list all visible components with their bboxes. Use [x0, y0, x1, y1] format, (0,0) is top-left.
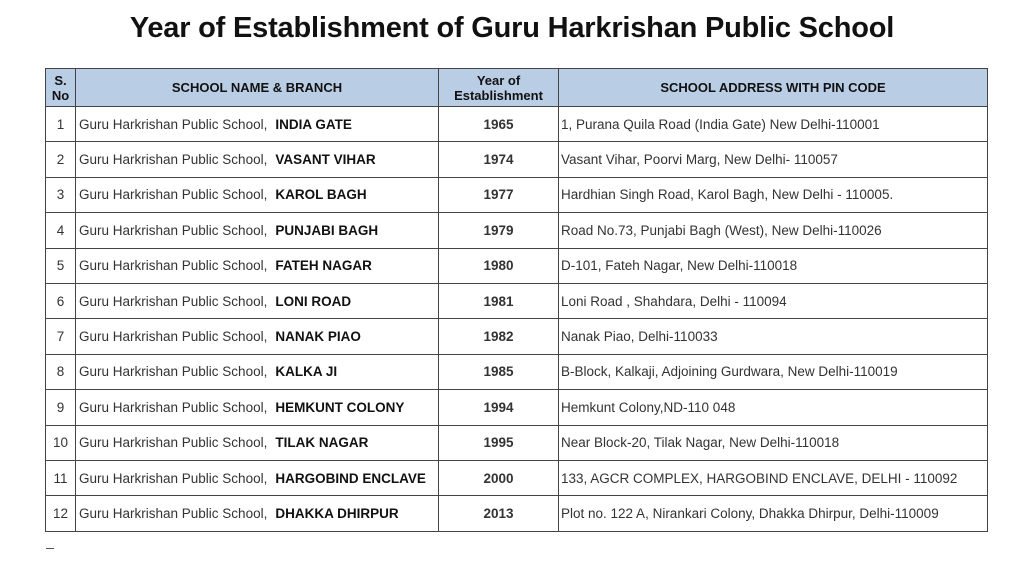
cell-sno: 2: [46, 142, 76, 177]
branch-name: KAROL BAGH: [275, 187, 367, 203]
table-row: [46, 496, 988, 531]
school-prefix: Guru Harkrishan Public School,: [79, 364, 268, 380]
branch-name: KALKA JI: [275, 364, 338, 380]
header-sno-line1: S.: [54, 72, 67, 88]
cell-year: 1985: [439, 354, 559, 389]
page-title: Year of Establishment of Guru Harkrishan Public School: [129, 12, 895, 44]
cell-sno: 6: [46, 283, 76, 318]
school-prefix: Guru Harkrishan Public School,: [79, 222, 268, 238]
cell-sno: 3: [46, 177, 76, 212]
cell-address: Road No.73, Punjabi Bagh (West), New Delhi-110026: [559, 213, 988, 248]
cell-year: 1979: [439, 213, 559, 248]
school-prefix: Guru Harkrishan Public School,: [79, 470, 268, 486]
cell-address: Plot no. 122 A, Nirankari Colony, Dhakka Dhirpur, Delhi-110009: [559, 496, 988, 531]
cell-school-name: [76, 213, 439, 248]
cell-school-name: [76, 460, 439, 495]
school-prefix: Guru Harkrishan Public School,: [79, 152, 268, 168]
cell-year: 1977: [439, 177, 559, 212]
school-prefix: Guru Harkrishan Public School,: [79, 293, 268, 309]
table-row: [46, 390, 988, 425]
header-year-line2: Establishment: [454, 87, 543, 103]
cell-school-name: [76, 248, 439, 283]
table-row: [46, 283, 988, 318]
school-prefix: Guru Harkrishan Public School,: [79, 435, 268, 451]
table-row: [46, 248, 988, 283]
cell-year: 2013: [439, 496, 559, 531]
cell-school-name: [76, 142, 439, 177]
branch-name: VASANT VIHAR: [275, 152, 376, 168]
header-sno: [46, 69, 76, 107]
cell-year: 2000: [439, 460, 559, 495]
table-row: [46, 425, 988, 460]
branch-name: INDIA GATE: [275, 116, 352, 132]
cell-school-name: [76, 354, 439, 389]
table-row: [46, 177, 988, 212]
cell-year: 1981: [439, 283, 559, 318]
cell-address: 1, Purana Quila Road (India Gate) New Delhi-110001: [559, 107, 988, 142]
cell-address: Nanak Piao, Delhi-110033: [559, 319, 988, 354]
table-row: [46, 460, 988, 495]
cell-year: 1982: [439, 319, 559, 354]
school-prefix: Guru Harkrishan Public School,: [79, 116, 268, 132]
table-row: [46, 213, 988, 248]
header-address: SCHOOL ADDRESS WITH PIN CODE: [559, 69, 988, 107]
school-prefix: Guru Harkrishan Public School,: [79, 258, 268, 274]
cell-year: 1994: [439, 390, 559, 425]
cell-sno: 8: [46, 354, 76, 389]
cell-address: Vasant Vihar, Poorvi Marg, New Delhi- 110057: [559, 142, 988, 177]
cell-address: Loni Road , Shahdara, Delhi - 110094: [559, 283, 988, 318]
school-prefix: Guru Harkrishan Public School,: [79, 329, 268, 345]
cell-year: 1965: [439, 107, 559, 142]
school-prefix: Guru Harkrishan Public School,: [79, 187, 268, 203]
header-year-line1: Year of: [476, 72, 521, 88]
school-prefix: Guru Harkrishan Public School,: [79, 399, 268, 415]
cell-sno: 7: [46, 319, 76, 354]
cell-sno: 9: [46, 390, 76, 425]
table-header-row: [46, 69, 988, 107]
header-year: [439, 69, 559, 107]
cell-school-name: [76, 496, 439, 531]
cell-school-name: [76, 319, 439, 354]
cell-address: B-Block, Kalkaji, Adjoining Gurdwara, New Delhi-110019: [559, 354, 988, 389]
schools-table: [45, 68, 988, 532]
cell-school-name: [76, 283, 439, 318]
cell-school-name: [76, 425, 439, 460]
cell-school-name: [76, 107, 439, 142]
branch-name: TILAK NAGAR: [275, 435, 369, 451]
footer-dash: [46, 548, 54, 549]
cell-sno: 10: [46, 425, 76, 460]
table-row: [46, 354, 988, 389]
branch-name: FATEH NAGAR: [275, 258, 372, 274]
header-school-name: SCHOOL NAME & BRANCH: [76, 69, 439, 107]
school-prefix: Guru Harkrishan Public School,: [79, 505, 268, 521]
cell-sno: 11: [46, 460, 76, 495]
cell-year: 1995: [439, 425, 559, 460]
table-row: [46, 107, 988, 142]
branch-name: LONI ROAD: [275, 293, 352, 309]
cell-year: 1974: [439, 142, 559, 177]
branch-name: NANAK PIAO: [275, 329, 361, 345]
branch-name: HARGOBIND ENCLAVE: [275, 470, 426, 486]
cell-school-name: [76, 390, 439, 425]
table-row: [46, 319, 988, 354]
cell-address: Near Block-20, Tilak Nagar, New Delhi-110018: [559, 425, 988, 460]
header-sno-line2: No: [51, 87, 70, 103]
cell-address: Hardhian Singh Road, Karol Bagh, New Delhi - 110005.: [559, 177, 988, 212]
table-row: [46, 142, 988, 177]
cell-year: 1980: [439, 248, 559, 283]
cell-address: 133, AGCR COMPLEX, HARGOBIND ENCLAVE, DELHI - 110092: [559, 460, 988, 495]
cell-address: D-101, Fateh Nagar, New Delhi-110018: [559, 248, 988, 283]
branch-name: DHAKKA DHIRPUR: [275, 505, 399, 521]
cell-school-name: [76, 177, 439, 212]
cell-sno: 12: [46, 496, 76, 531]
cell-sno: 5: [46, 248, 76, 283]
cell-address: Hemkunt Colony,ND-110 048: [559, 390, 988, 425]
branch-name: PUNJABI BAGH: [275, 222, 379, 238]
cell-sno: 4: [46, 213, 76, 248]
cell-sno: 1: [46, 107, 76, 142]
branch-name: HEMKUNT COLONY: [275, 399, 405, 415]
